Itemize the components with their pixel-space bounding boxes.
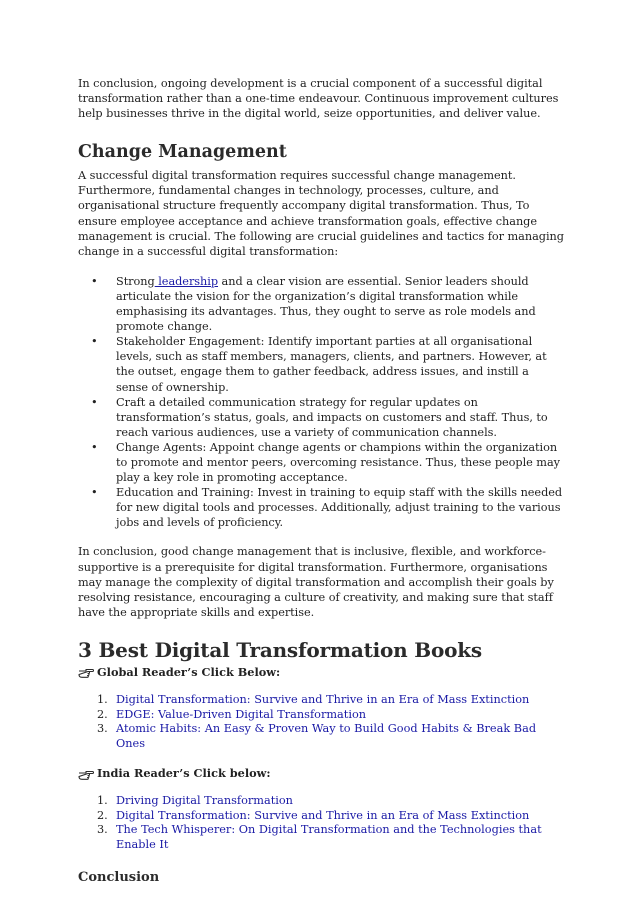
conclusion-heading: Conclusion <box>78 869 160 885</box>
list-item-text: Strong <box>116 274 155 288</box>
bullet-icon: • <box>91 440 98 454</box>
book-link[interactable]: Digital Transformation: Survive and Thrive in an Era of Mass Extinction <box>116 808 530 822</box>
list-item <box>78 395 564 440</box>
list-item <box>78 794 564 809</box>
list-item-text: and a clear vision are essential. Senior leaders should articulate the vision for the organization’s digital transformation while emphasising its advantages. Thus, they ought to serve as role models and promote change. <box>116 274 536 334</box>
list-item-text: Stakeholder Engagement: Identify important parties at all organisational levels, such as staff members, managers, clients, and partners. However, at the outset, engage them to gather feedback, address issues, and instill a sense of ownership. <box>116 335 547 394</box>
document-content <box>78 76 564 885</box>
book-link[interactable]: Driving Digital Transformation <box>116 794 293 808</box>
list-number: 2. <box>97 707 108 721</box>
list-number: 1. <box>97 794 108 808</box>
list-item <box>78 809 564 824</box>
list-item <box>78 274 564 334</box>
list-item-text: Education and Training: Invest in training to equip staff with the skills needed for new digital tools and processes. Additionally, adjust training to the various jobs and levels of proficiency. <box>116 486 563 530</box>
pointing-hand-icon <box>78 665 94 679</box>
list-item <box>78 440 564 485</box>
intro-paragraph: In conclusion, ongoing development is a crucial component of a successful digital transformation rather than a one-time endeavour. Continuous improvement cultures help businesses thrive in the digital world, seize opportunities, and deliver value. <box>78 77 559 121</box>
book-link[interactable]: The Tech Whisperer: On Digital Transformation and the Technologies that Enable It <box>116 823 542 852</box>
global-readers-label <box>78 665 564 680</box>
india-readers-text: India Reader’s Click below: <box>97 766 271 781</box>
list-number: 1. <box>97 692 108 706</box>
change-management-heading: Change Management <box>78 142 287 163</box>
list-item <box>78 693 564 708</box>
list-item-text: Change Agents: Appoint change agents or champions within the organization to promote and mentor peers, overcoming resistance. Thus, these people may play a key role in promoting acceptance. <box>116 440 560 485</box>
bullet-icon: • <box>91 335 98 349</box>
guidelines-list <box>78 274 564 531</box>
list-number: 2. <box>97 808 108 822</box>
list-item <box>78 823 564 852</box>
list-item <box>78 722 564 751</box>
global-books-list <box>78 693 564 751</box>
book-link[interactable]: Atomic Habits: An Easy & Proven Way to Build Good Habits & Break Bad Ones <box>116 722 537 750</box>
bullet-icon: • <box>91 274 98 288</box>
list-item-text: Craft a detailed communication strategy for regular updates on transformation’s status, goals, and impacts on customers and staff. Thus, to reach various audiences, use a variety of communication channels. <box>116 395 548 439</box>
list-number: 3. <box>97 722 108 736</box>
india-readers-label <box>78 766 564 781</box>
change-management-closing: In conclusion, good change management that is inclusive, flexible, and workforce-supportive is a prerequisite for digital transformation. Furthermore, organisations may manage the complexity of digital transformation and accomplish their goals by resolving resistance, encouraging a culture of creativity, and making sure that staff have the appropriate skills and expertise. <box>78 545 554 619</box>
global-readers-text: Global Reader’s Click Below: <box>97 664 281 679</box>
list-item <box>78 708 564 723</box>
leadership-link[interactable]: leadership <box>154 274 219 288</box>
books-heading: 3 Best Digital Transformation Books <box>78 637 482 662</box>
india-books-list <box>78 794 564 852</box>
pointing-hand-icon <box>78 767 94 781</box>
bullet-icon: • <box>91 486 98 500</box>
book-link[interactable]: Digital Transformation: Survive and Thrive in an Era of Mass Extinction <box>116 692 530 706</box>
book-link[interactable]: EDGE: Value-Driven Digital Transformation <box>116 707 367 721</box>
list-item <box>78 334 564 394</box>
list-number: 3. <box>97 823 108 837</box>
bullet-icon: • <box>91 395 98 409</box>
change-management-paragraph: A successful digital transformation requires successful change management. Furthermore, fundamental changes in technology, processes, culture, and organisational structure frequently accompany digital transformation. Thus, To ensure employee acceptance and achieve transformation goals, effective change management is crucial. The following are crucial guidelines and tactics for managing change in a successful digital transformation: <box>78 169 564 258</box>
list-item <box>78 485 564 530</box>
